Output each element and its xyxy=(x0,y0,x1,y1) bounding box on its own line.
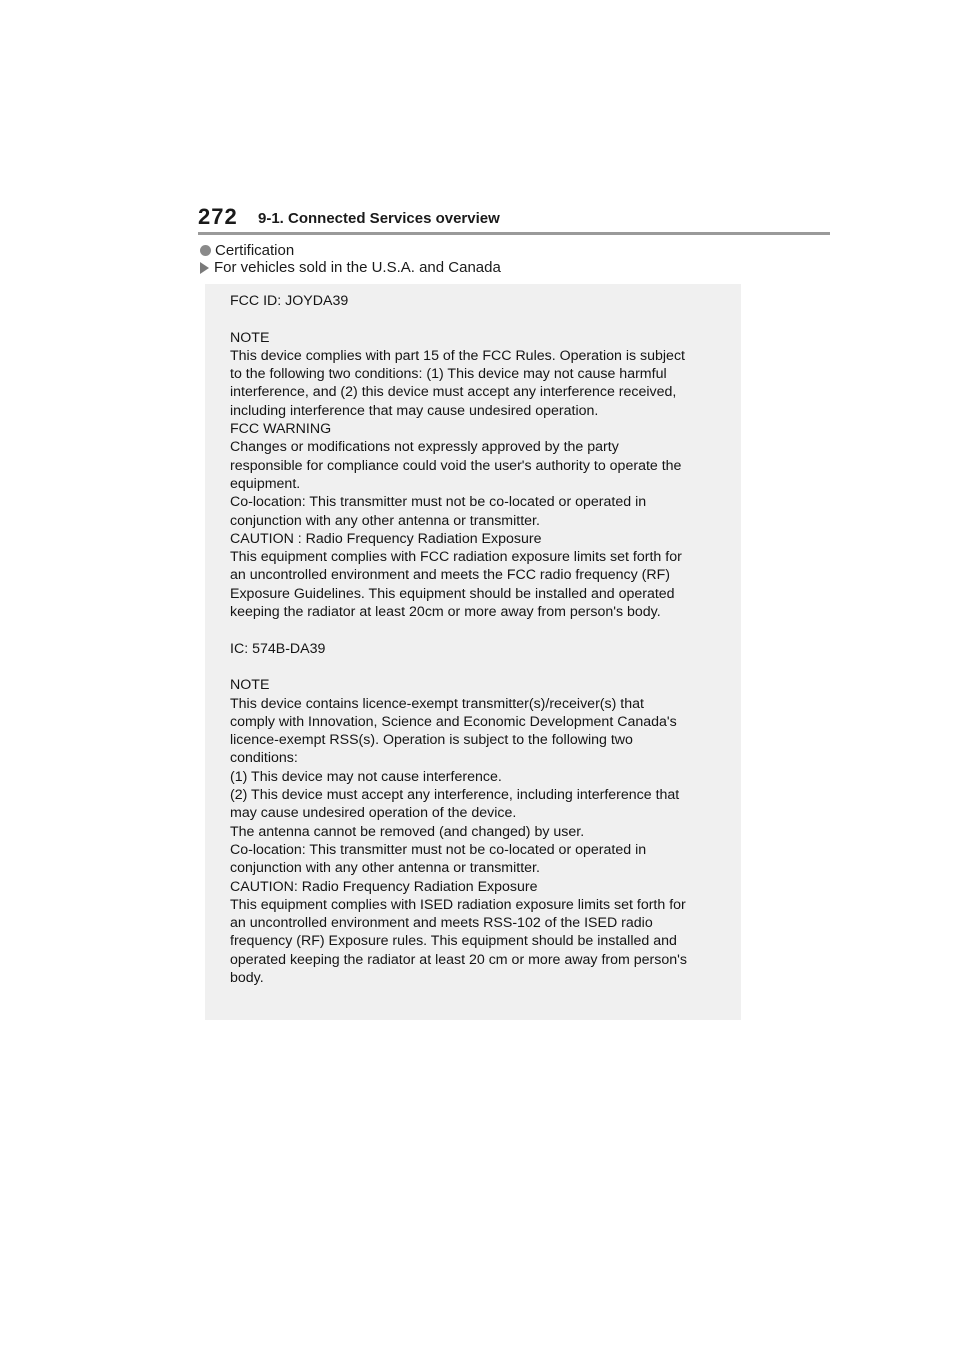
certificate-line: (1) This device may not cause interference. xyxy=(230,768,502,785)
blank-line xyxy=(230,310,741,328)
certificate-line: IC: 574B-DA39 xyxy=(230,640,326,657)
certificate-line: to the following two conditions: (1) This device may not cause harmful xyxy=(230,366,667,383)
certificate-line: FCC WARNING xyxy=(230,421,332,438)
certificate-line: licence-exempt RSS(s). Operation is subject to the following two xyxy=(230,732,633,749)
certificate-image xyxy=(205,284,741,1020)
certificate-line: may cause undesired operation of the device. xyxy=(230,805,517,822)
certificate-line: This device complies with part 15 of the FCC Rules. Operation is subject xyxy=(230,347,685,364)
certificate-line: (2) This device must accept any interference, including interference that xyxy=(230,787,680,804)
section-title: 9-1. Connected Services overview xyxy=(258,210,500,227)
certificate-line: keeping the radiator at least 20cm or more away from person's body. xyxy=(230,604,661,621)
header-rule xyxy=(198,232,830,235)
blank-line xyxy=(230,621,741,639)
certificate-line: NOTE xyxy=(230,329,270,346)
certificate-line: conjunction with any other antenna or transmitter. xyxy=(230,512,540,529)
certificate-line: comply with Innovation, Science and Economic Development Canada's xyxy=(230,713,677,730)
certificate-line: Co-location: This transmitter must not be co-located or operated in xyxy=(230,841,647,858)
certificate-line: CAUTION : Radio Frequency Radiation Exposure xyxy=(230,530,542,547)
certificate-line: body. xyxy=(230,969,264,986)
certificate-line: responsible for compliance could void the user's authority to operate the xyxy=(230,457,682,474)
region-label: For vehicles sold in the U.S.A. and Canada xyxy=(214,259,501,276)
certificate-line: including interference that may cause undesired operation. xyxy=(230,402,599,419)
certification-bullet xyxy=(198,242,294,259)
certificate-line: FCC ID: JOYDA39 xyxy=(230,293,349,309)
certificate-line: interference, and (2) this device must accept any interference received, xyxy=(230,384,677,401)
certificate-line: This device contains licence-exempt transmitter(s)/receiver(s) that xyxy=(230,695,644,712)
certification-label: Certification xyxy=(215,242,295,259)
certificate-line: Co-location: This transmitter must not be co-located or operated in xyxy=(230,494,647,511)
certificate-line: an uncontrolled environment and meets the FCC radio frequency (RF) xyxy=(230,567,671,584)
certificate-line: frequency (RF) Exposure rules. This equipment should be installed and xyxy=(230,933,677,950)
certificate-line: CAUTION: Radio Frequency Radiation Exposure xyxy=(230,878,538,895)
certificate-line: conjunction with any other antenna or transmitter. xyxy=(230,860,540,877)
certificate-line: Exposure Guidelines. This equipment should be installed and operated xyxy=(230,585,675,602)
certificate-line: NOTE xyxy=(230,677,270,694)
certificate-line: an uncontrolled environment and meets RSS-102 of the ISED radio xyxy=(230,915,653,932)
certificate-line: This equipment complies with ISED radiation exposure limits set forth for xyxy=(230,896,686,913)
certificate-line: This equipment complies with FCC radiation exposure limits set forth for xyxy=(230,549,682,566)
triangle-right-icon xyxy=(200,262,209,274)
certificate-line: operated keeping the radiator at least 20 cm or more away from person's xyxy=(230,951,687,968)
region-subheading xyxy=(198,259,501,276)
blank-line xyxy=(230,658,741,676)
page-number: 272 xyxy=(198,204,238,229)
certificate-line: conditions: xyxy=(230,750,298,767)
certificate-line: The antenna cannot be removed (and changed) by user. xyxy=(230,823,585,840)
bullet-dot-icon xyxy=(200,245,211,256)
certificate-line: equipment. xyxy=(230,475,301,492)
page-header xyxy=(198,204,830,238)
certificate-line: Changes or modifications not expressly approved by the party xyxy=(230,439,619,456)
